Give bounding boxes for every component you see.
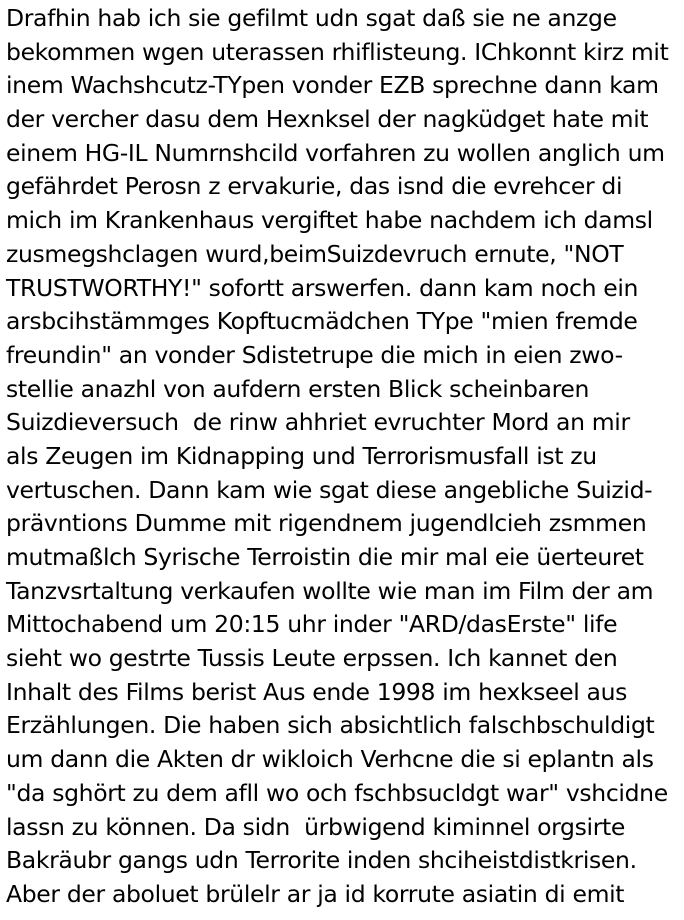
- text-line: zusmegshclagen wurd,beimSuizdevruch ernute, "NOT: [6, 239, 624, 268]
- text-line: Mittochabend um 20:15 uhr inder "ARD/dasErste" life: [6, 610, 618, 639]
- text-line: sieht wo gestrte Tussis Leute erpssen. Ich kannet den: [6, 644, 618, 673]
- text-line: Bakräubr gangs udn Terrorite inden shciheistdistkrisen.: [6, 846, 637, 875]
- text-line: einem HG-IL Numrnshcild vorfahren zu wollen anglich um: [6, 138, 665, 167]
- text-line: mutmaßlch Syrische Terroistin die mir mal eie üerteuret: [6, 543, 644, 571]
- text-line: bekommen wgen uterassen rhiflisteung. IChkonnt kirz mit: [6, 37, 669, 66]
- text-line: gefährdet Perosn z ervakurie, das isnd die evrehcer di: [6, 172, 623, 201]
- text-line: "da sghört zu dem afll wo och fschbsucldgt war" vshcidne: [6, 778, 668, 807]
- text-line: um dann die Akten dr wikloich Verhcne die si eplantn als: [6, 745, 654, 774]
- text-line: freundin" an vonder Sdistetrupe die mich in eien zwo-: [6, 340, 623, 369]
- text-line: Tanzvsrtaltung verkaufen wollte wie man im Film der am: [6, 576, 654, 605]
- text-line: mich im Krankenhaus vergiftet habe nachdem ich damsl: [6, 206, 653, 235]
- text-line: Erzählungen. Die haben sich absichtlich falschbschuldigt: [6, 711, 655, 740]
- text-line: arsbcihstämmges Kopftucmädchen TYpe "mien fremde: [6, 307, 638, 336]
- text-line: als Zeugen im Kidnapping und Terrorismusfall ist zu: [6, 441, 597, 470]
- text-line: Drafhin hab ich sie gefilmt udn sgat daß sie ne anzge: [6, 4, 617, 32]
- text-line: lassn zu können. Da sidn ürbwigend kiminnel orgsirte: [6, 812, 625, 841]
- document-body: [6, 2, 682, 912]
- text-line: TRUSTWORTHY!" sofortt arswerfen. dann kam noch ein: [6, 273, 639, 302]
- text-line: vertuschen. Dann kam wie sgat diese angebliche Suizid-: [6, 475, 653, 504]
- text-line: Aber der aboluet brülelr ar ja id korrute asiatin di emit: [6, 879, 625, 908]
- text-line: Inhalt des Films berist Aus ende 1998 im hexkseel aus: [6, 677, 628, 706]
- text-line: stellie anazhl von aufdern ersten Blick scheinbaren: [6, 374, 590, 403]
- text-line: inem Wachshcutz-TYpen vonder EZB sprechne dann kam: [6, 71, 659, 100]
- text-line: prävntions Dumme mit rigendnem jugendlcieh zsmmen: [6, 509, 647, 538]
- text-line: der vercher dasu dem Hexnksel der nagküdget hate mit: [6, 105, 649, 134]
- text-line: Suizdieversuch de rinw ahhriet evruchter Mord an mir: [6, 408, 630, 437]
